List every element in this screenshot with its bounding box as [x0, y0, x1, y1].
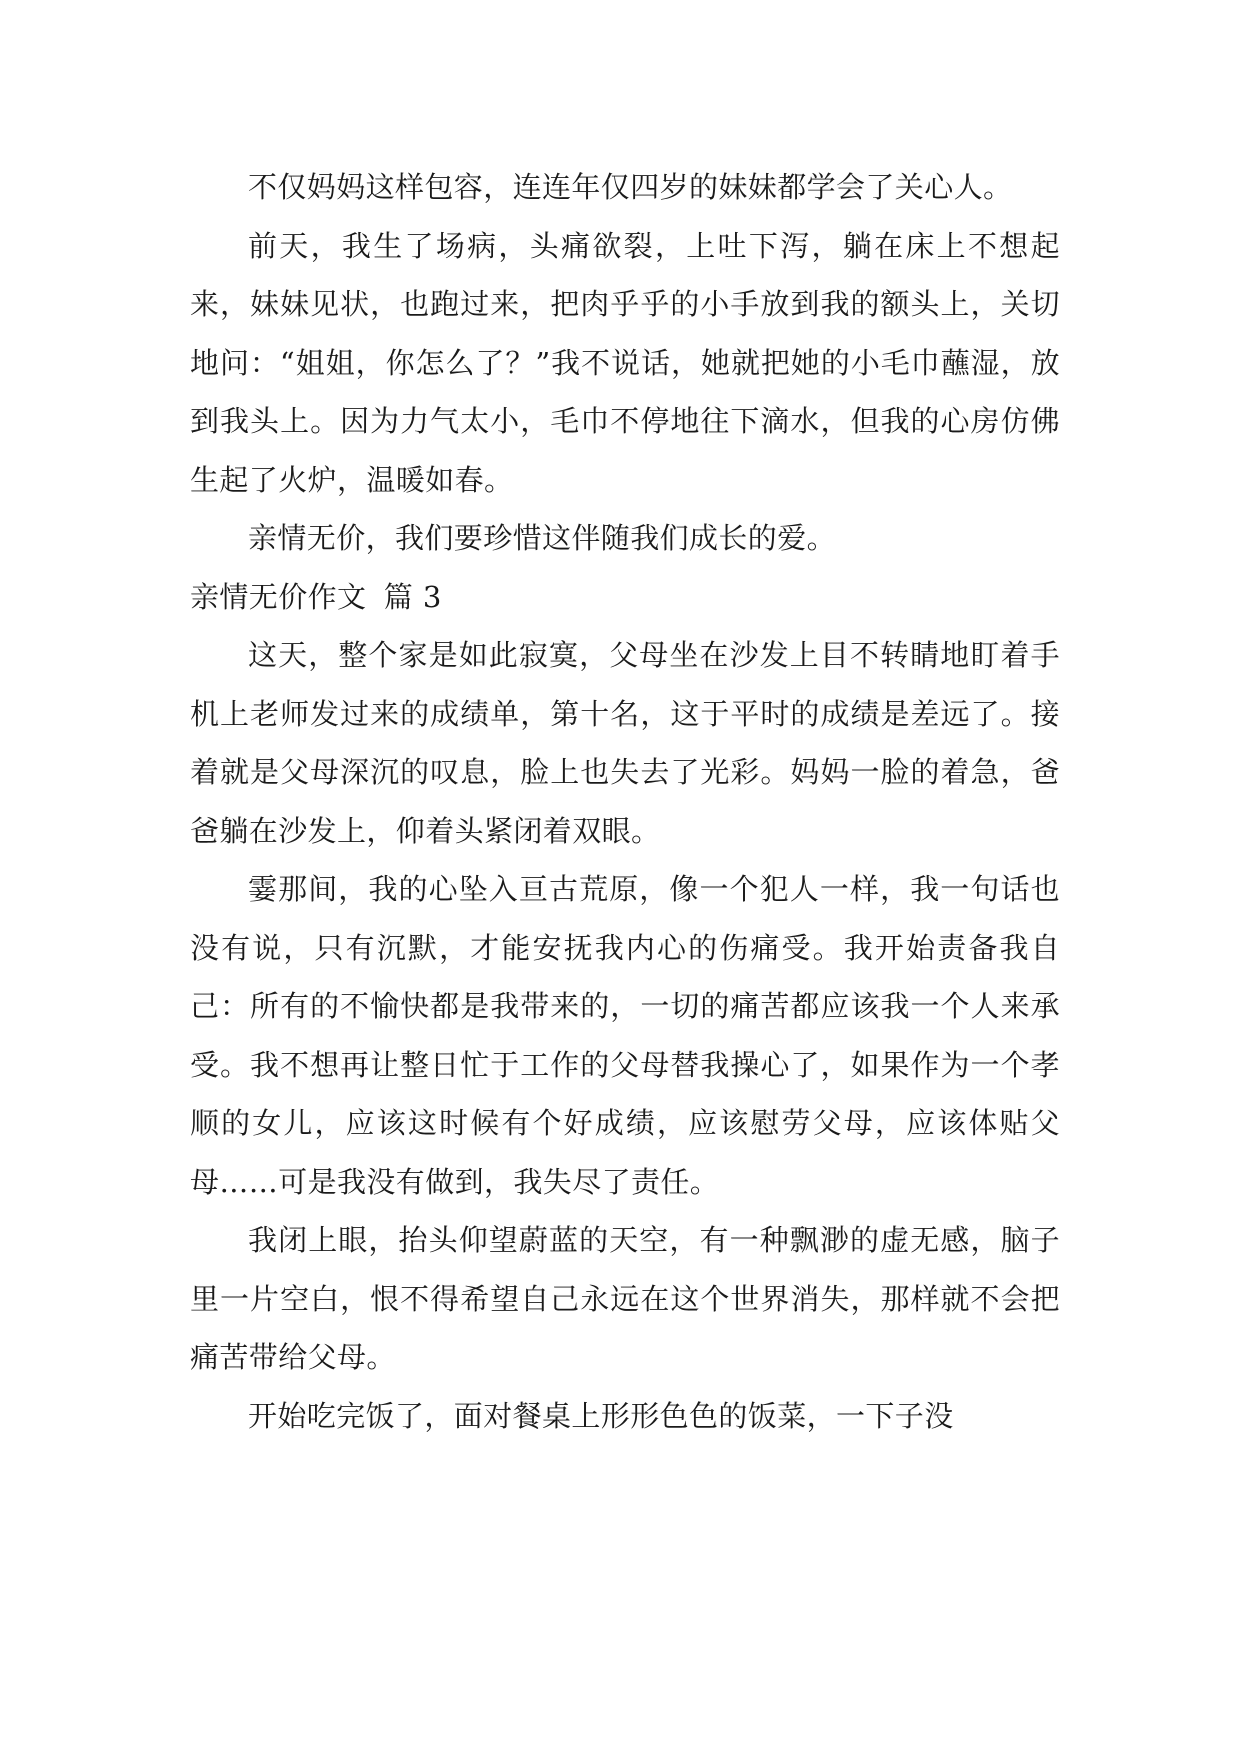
paragraph-1: 不仅妈妈这样包容，连连年仅四岁的妹妹都学会了关心人。: [248, 170, 1013, 204]
paragraph-4: 这天，整个家是如此寂寞，父母坐在沙发上目不转睛地盯着手机上老师发过来的成绩单，第十名，这于平时的成绩是差远了。接着就是父母深沉的叹息，脸上也失去了光彩。妈妈一脸的着急，爸爸躺在沙发上，仰着头紧闭着双眼。: [190, 638, 1060, 848]
paragraph-6: 我闭上眼，抬头仰望蔚蓝的天空，有一种飘渺的虚无感，脑子里一片空白，恨不得希望自己永远在这个世界消失，那样就不会把痛苦带给父母。: [190, 1223, 1060, 1374]
paragraph-2: 前天，我生了场病，头痛欲裂，上吐下泻，躺在床上不想起来，妹妹见状，也跑过来，把肉乎乎的小手放到我的额头上，关切地问：“姐姐，你怎么了？”我不说话，她就把她的小毛巾蘸湿，放到我头上。因为力气太小，毛巾不停地往下滴水，但我的心房仿佛生起了火炉，温暖如春。: [190, 228, 1060, 497]
section-heading-number: 篇 3: [383, 579, 442, 614]
paragraph-7: 开始吃完饭了，面对餐桌上形形色色的饭菜，一下子没: [248, 1398, 954, 1433]
section-heading: [190, 568, 1060, 627]
paragraph-5: 霎那间，我的心坠入亘古荒原，像一个犯人一样，我一句话也没有说，只有沉默，才能安抚我内心的伤痛受。我开始责备我自己：所有的不愉快都是我带来的，一切的痛苦都应该我一个人来承受。我不想再让整日忙于工作的父母替我操心了，如果作为一个孝顺的女儿，应该这时候有个好成绩，应该慰劳父母，应该体贴父母……可是我没有做到，我失尽了责任。: [190, 872, 1060, 1199]
document-body: [190, 158, 1060, 1445]
section-heading-title: 亲情无价作文: [190, 579, 367, 614]
paragraph-3: 亲情无价，我们要珍惜这伴随我们成长的爱。: [248, 521, 837, 555]
